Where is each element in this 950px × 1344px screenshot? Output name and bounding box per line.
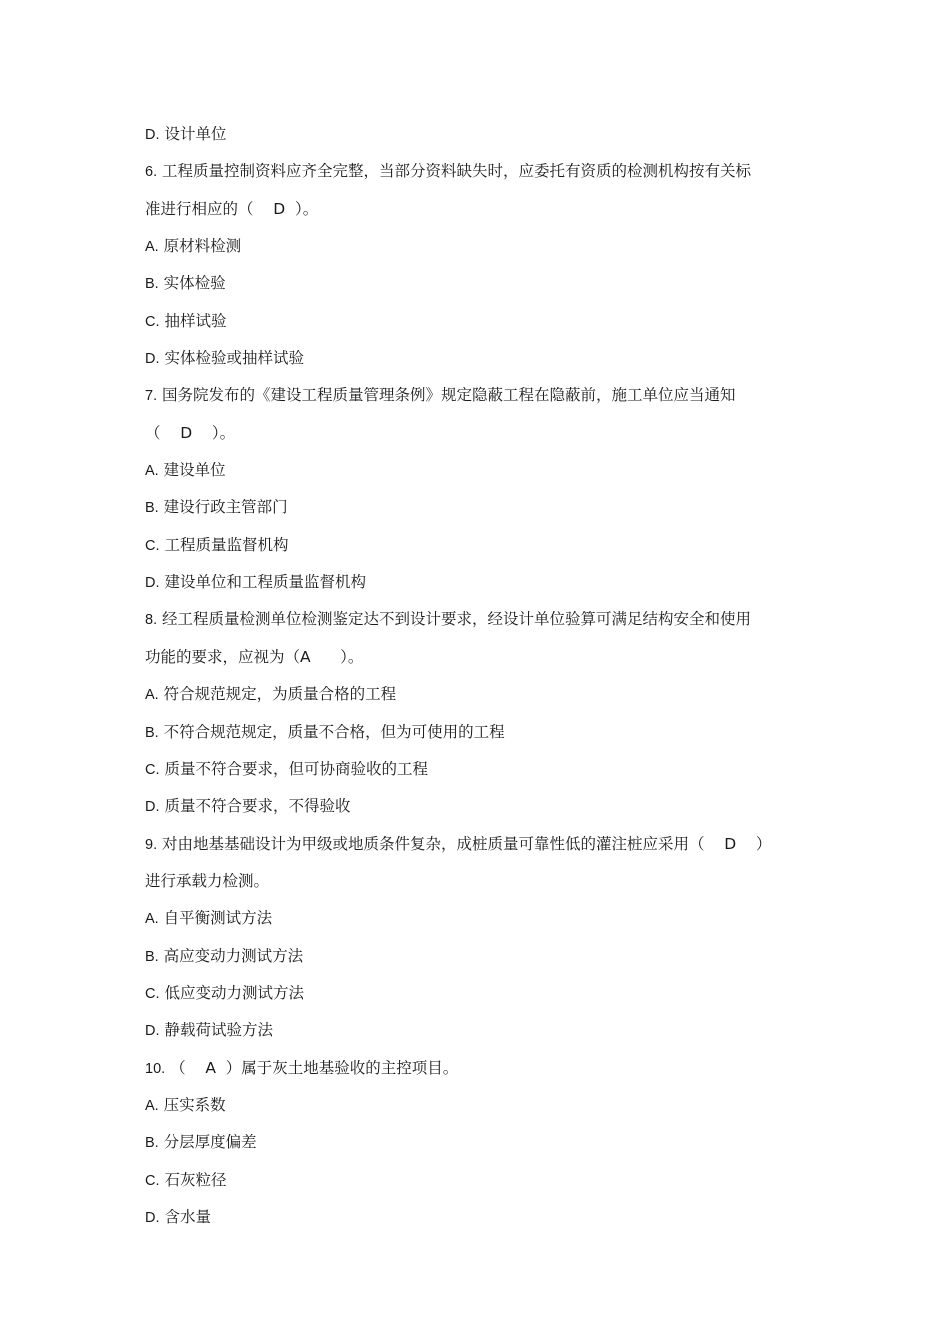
question-line [145,381,810,418]
option-text: 质量不符合要求，但可协商验收的工程 [164,759,428,778]
option-text: 自平衡测试方法 [163,909,273,928]
option-text: 静载荷试验方法 [164,1021,273,1040]
option-label: D. [145,127,160,143]
option-line [145,755,810,792]
option-label: D. [145,1209,160,1226]
option-line [145,493,810,530]
option-line [145,942,810,979]
option-text: 低应变动力测试方法 [164,983,304,1002]
option-line [145,718,810,755]
question-text: 工程质量控制资料应齐全完整，当部分资料缺失时，应委托有资质的检测机构按有关标 [162,162,752,181]
question-text: （ A ）属于灰土地基验收的主控项目。 [170,1058,459,1077]
option-line [145,531,810,568]
option-label: A. [145,239,159,256]
question-text: （ D ）。 [145,423,236,442]
question-text: 对由地基基础设计为甲级或地质条件复杂，成桩质量可靠性低的灌注桩应采用（ D ） [162,834,772,853]
option-label: B. [145,724,159,741]
option-text: 分层厚度偏差 [163,1133,257,1152]
question-number: 9. [145,836,158,853]
option-line [145,1203,810,1240]
option-label: B. [145,948,159,965]
question-list [145,120,810,1240]
option-line [145,904,810,941]
option-label: A. [145,911,159,928]
option-label: B. [145,500,159,517]
question-number: 6. [145,164,158,181]
option-text: 建设单位和工程质量监督机构 [164,573,366,592]
option-line [145,120,810,157]
option-label: D. [145,1023,160,1040]
option-label: C. [145,985,160,1002]
option-text: 实体检验 [163,274,226,293]
option-text: 含水量 [164,1207,211,1226]
option-label: A. [145,463,159,480]
question-text: 准进行相应的（ D ）。 [145,199,319,218]
option-line [145,1091,810,1128]
question-number: 8. [145,612,158,629]
question-line [145,1054,810,1091]
option-line [145,344,810,381]
option-text: 原材料检测 [163,237,242,256]
option-text: 符合规范规定，为质量合格的工程 [163,685,397,704]
question-line [145,605,810,642]
option-line [145,792,810,829]
option-text: 工程质量监督机构 [164,535,289,554]
option-label: C. [145,313,160,330]
question-text: 国务院发布的《建设工程质量管理条例》规定隐蔽工程在隐蔽前，施工单位应当通知 [162,386,736,405]
option-line [145,1016,810,1053]
option-text: 建设行政主管部门 [163,498,288,517]
option-label: A. [145,1097,159,1114]
question-line [145,830,810,867]
option-line [145,1128,810,1165]
option-line [145,307,810,344]
option-line [145,680,810,717]
question-text: 进行承载力检测。 [145,871,270,890]
option-text: 不符合规范规定，质量不合格，但为可使用的工程 [163,722,505,741]
option-text: 建设单位 [163,461,226,480]
option-text: 压实系数 [163,1095,226,1114]
option-label: C. [145,537,160,554]
option-line [145,232,810,269]
option-label: B. [145,276,159,293]
question-line-continued [145,419,810,456]
option-label: D. [145,575,160,592]
option-label: C. [145,761,160,778]
question-number: 7. [145,388,158,405]
question-line [145,157,810,194]
option-line [145,568,810,605]
question-line-continued [145,643,810,680]
option-text: 设计单位 [164,125,227,143]
question-line-continued [145,195,810,232]
option-line [145,979,810,1016]
option-text: 高应变动力测试方法 [163,946,304,965]
question-text: 经工程质量检测单位检测鉴定达不到设计要求，经设计单位验算可满足结构安全和使用 [162,610,752,629]
option-text: 质量不符合要求，不得验收 [164,797,351,816]
option-text: 石灰粒径 [164,1170,227,1189]
option-line [145,1166,810,1203]
option-text: 实体检验或抽样试验 [164,349,304,368]
question-line-continued [145,867,810,904]
option-line [145,456,810,493]
question-text: 功能的要求，应视为（A ）。 [145,647,364,666]
option-label: A. [145,687,159,704]
option-label: C. [145,1172,160,1189]
option-line [145,269,810,306]
option-text: 抽样试验 [164,311,227,330]
option-label: D. [145,799,160,816]
option-label: D. [145,351,160,368]
question-number: 10. [145,1060,166,1077]
option-label: B. [145,1135,159,1152]
